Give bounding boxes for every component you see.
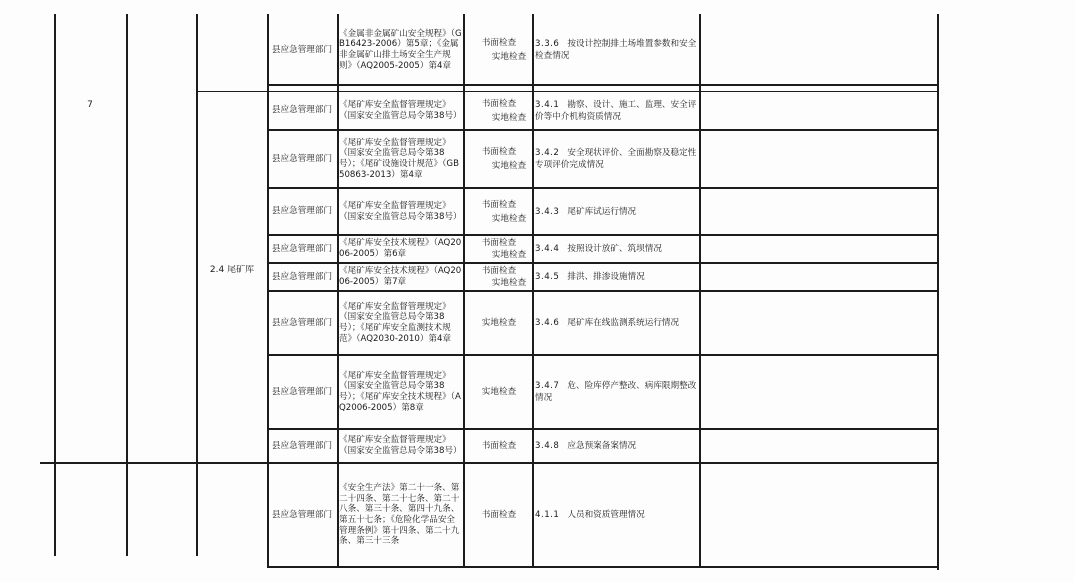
- table-row-basis: 《尾矿库安全监督管理规定》（国家安全监管总局令第38号）；《尾矿设施设计规范》（GB50863-2013）第4章: [339, 137, 459, 180]
- method-line: 实地检查: [491, 112, 527, 123]
- table-row-basis: 《尾矿库安全技术规程》（AQ2006-2005）第7章: [339, 266, 462, 287]
- item-number: 3.4.6: [535, 318, 560, 328]
- item-number: 4.1.1: [535, 510, 560, 520]
- table-row-item: [535, 464, 700, 566]
- table-row-item: [535, 264, 700, 290]
- method-line: 书面检查: [481, 510, 517, 520]
- method-line: 实地检查: [491, 250, 527, 260]
- column-rule: [126, 14, 128, 556]
- category-label: 2.4 尾矿库: [209, 265, 255, 275]
- table-row-item: [535, 92, 700, 129]
- table-row-item: [535, 16, 700, 84]
- item-number: 3.4.2: [535, 148, 560, 158]
- item-text: 勘察、设计、施工、监理、安全评价等中介机构资质情况: [535, 99, 697, 122]
- method-line: 书面检查: [481, 98, 517, 109]
- table-row-method: [466, 292, 532, 354]
- table-row-method: [466, 189, 532, 234]
- column-rule: [937, 14, 939, 570]
- table-row-dept: 县应急管理部门: [271, 153, 333, 164]
- table-row-basis: 《尾矿库安全监督管理规定》（国家安全监管总局令第38号）；《尾矿库安全技术规程》（AQ2006-2005）第8章: [339, 370, 461, 413]
- table-row-method: [466, 236, 532, 262]
- table-row-dept: 县应急管理部门: [271, 317, 333, 328]
- table-row-dept: 县应急管理部门: [271, 206, 333, 216]
- table-row-basis: 《尾矿库安全监督管理规定》（国家安全监管总局令第38号）；《尾矿库安全监测技术规范》（AQ2030-2010）第4章: [339, 301, 452, 344]
- table-row-dept: 县应急管理部门: [271, 440, 333, 451]
- item-text: 安全现状评价、全面勘察及稳定性专项评价完成情况: [535, 148, 697, 170]
- method-line: 书面检查: [481, 38, 517, 48]
- table-row-item: [535, 292, 700, 354]
- row-rule: [267, 566, 939, 568]
- item-text: 按设计控制排土场堆置参数和安全检查情况: [535, 39, 697, 61]
- column-rule: [196, 14, 198, 556]
- item-number: 3.4.8: [535, 441, 560, 451]
- table-row-basis: 《尾矿库安全监督管理规定》（国家安全监管总局令第38号）: [339, 200, 462, 222]
- table-row-basis: 《金属非金属矿山安全规程》（GB16423-2006）第5章；《金属非金属矿山排土场安全生产规则》（AQ2005-2005）第4章: [339, 28, 462, 71]
- method-line: 书面检查: [481, 147, 517, 157]
- method-line: 书面检查: [481, 238, 517, 248]
- item-number: 3.4.7: [535, 381, 560, 391]
- table-row-method: [466, 131, 532, 187]
- column-rule: [54, 14, 56, 556]
- method-line: 书面检查: [481, 199, 517, 210]
- table-row-item: [535, 131, 700, 187]
- item-number: 3.3.6: [535, 39, 560, 49]
- item-text: 排洪、排渗设施情况: [567, 272, 645, 282]
- table-row-item: [535, 236, 700, 262]
- item-number: 3.4.1: [535, 99, 560, 110]
- table-row-method: [466, 464, 532, 566]
- row-rule: [267, 84, 939, 86]
- table-row-basis: 《尾矿库安全监督管理规定》（国家安全监管总局令第38号）: [339, 435, 462, 456]
- method-line: 实地检查: [491, 161, 527, 171]
- item-text: 按照设计放矿、筑坝情况: [567, 244, 662, 254]
- item-text: 应急预案备案情况: [567, 441, 637, 451]
- table-row-method: [466, 430, 532, 462]
- table-row-method: [466, 92, 532, 129]
- method-line: 书面检查: [481, 266, 517, 276]
- table-row-method: [466, 16, 532, 84]
- table-row-item: [535, 189, 700, 234]
- sequence-number: 7: [87, 100, 93, 110]
- table-row-method: [466, 356, 532, 428]
- table-row-basis: 《尾矿库安全监督管理规定》（国家安全监管总局令第38号）: [339, 99, 462, 121]
- table-row-item: [535, 430, 700, 462]
- table-row-dept: 县应急管理部门: [271, 105, 333, 115]
- table-row-basis: 《尾矿库安全技术规程》（AQ2006-2005）第6章: [339, 238, 462, 259]
- table-row-dept: 县应急管理部门: [271, 243, 333, 254]
- method-line: 实地检查: [491, 52, 527, 62]
- method-line: 书面检查: [481, 441, 517, 451]
- item-text: 尾矿库在线监测系统运行情况: [567, 318, 680, 328]
- method-line: 实地检查: [481, 318, 517, 328]
- item-number: 3.4.5: [535, 272, 560, 282]
- item-number: 3.4.3: [535, 206, 560, 217]
- method-line: 实地检查: [491, 213, 527, 224]
- table-row-dept: 县应急管理部门: [271, 509, 333, 520]
- table-row-method: [466, 264, 532, 290]
- item-text: 危、险库停产整改、病库限期整改情况: [535, 381, 697, 403]
- table-row-dept: 县应急管理部门: [271, 44, 333, 55]
- table-row-dept: 县应急管理部门: [271, 386, 333, 397]
- table-row-item: [535, 356, 700, 428]
- method-line: 实地检查: [491, 278, 527, 288]
- item-number: 3.4.4: [535, 244, 560, 254]
- table-row-dept: 县应急管理部门: [271, 271, 333, 282]
- item-text: 人员和资质管理情况: [567, 510, 645, 520]
- table-row-basis: 《安全生产法》第二十一条、第二十四条、第二十七条、第二十八条、第三十条、第四十九条、第五十七条；《危险化学品安全管理条例》第十四条、第二十九条、第三十三条: [339, 483, 460, 547]
- method-line: 实地检查: [481, 387, 517, 397]
- item-text: 尾矿库试运行情况: [567, 206, 637, 217]
